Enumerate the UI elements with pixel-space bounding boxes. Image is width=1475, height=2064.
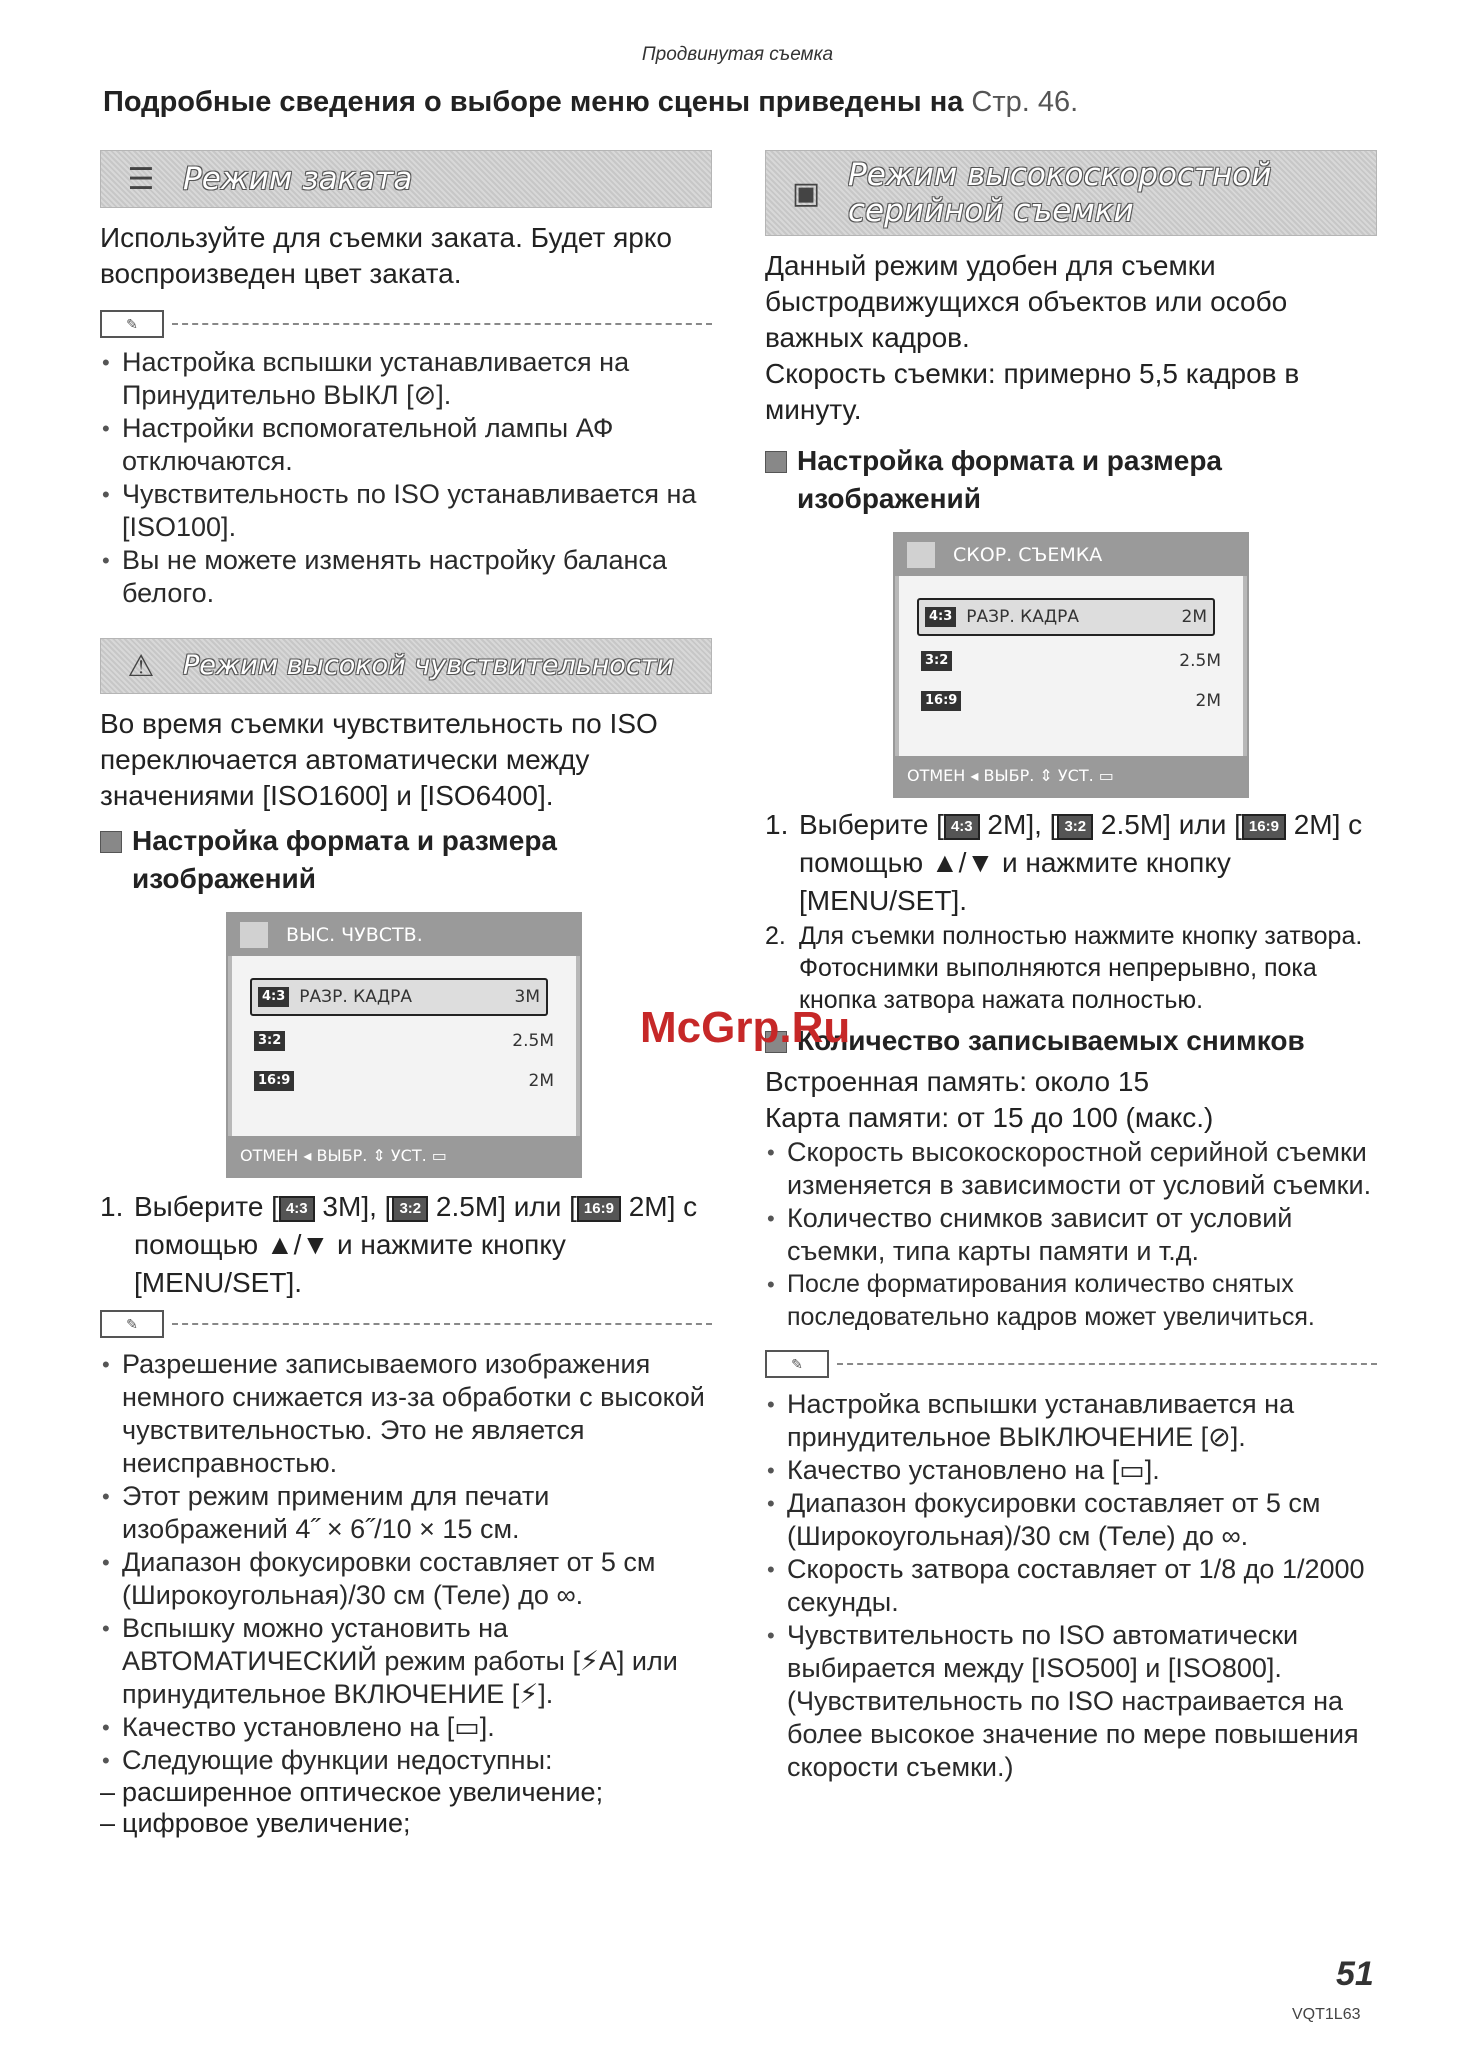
burst-icon [907, 542, 935, 568]
screen-footer: ОТМЕН ◂ ВЫБР. ⇕ УСТ. ▭ [895, 756, 1247, 796]
list-item: • Качество установлено на [▭]. [100, 1711, 712, 1744]
aspect-chip: 4:3 [944, 814, 980, 840]
notes-list [765, 1388, 1377, 1784]
step-item: 2. Для съемки полностью нажмите кнопку затвора. Фотоснимки выполняются непрерывно, пока кнопка затвора нажата полностью. [765, 922, 1363, 1014]
note-marker [765, 1348, 1377, 1380]
section-description: Во время съемки чувствительность по ISO переключается автоматически между значениями [ISO1600] и [ISO6400]. [100, 708, 658, 811]
steps-list [100, 1188, 712, 1302]
subheading: Настройка формата и размера изображений [765, 442, 1377, 518]
section-title: Режим высокоскоростной серийной съемки [848, 157, 1272, 229]
menu-row[interactable]: 16:9 2M [921, 684, 1221, 718]
list-item: • Вспышку можно установить на АВТОМАТИЧЕСКИЙ режим работы [⚡A] или принудительное ВКЛЮЧЕНИЕ [⚡]. [100, 1612, 712, 1711]
menu-row-selected[interactable]: 4:3 РАЗР. КАДРА 2M [917, 598, 1215, 636]
list-item: • Скорость высокоскоростной серийной съемки изменяется в зависимости от условий съемки. [765, 1136, 1377, 1202]
high-sensitivity-icon: ⚠ [127, 649, 155, 683]
list-item: • Скорость затвора составляет от 1/8 до 1/2000 секунды. [765, 1553, 1377, 1619]
count-line: Встроенная память: около 15 [765, 1066, 1150, 1097]
subheading: Количество записываемых снимков [765, 1022, 1377, 1060]
list-item: • Чувствительность по ISO автоматически выбирается между [ISO500] и [ISO800]. (Чувствительность по ISO настраивается на более высокое значение по мере повышения скорости съемки.) [765, 1619, 1377, 1784]
aspect-chip: 4:3 [279, 1196, 315, 1222]
page-ref-link[interactable]: Стр. 46. [971, 86, 1079, 118]
steps-list [765, 806, 1377, 1016]
notes-list [100, 1348, 712, 1777]
list-item: • Настройка вспышки устанавливается на принудительное ВЫКЛЮЧЕНИЕ [⊘]. [765, 1388, 1377, 1454]
camera-menu-screen [226, 912, 582, 1178]
step-item: 1. Выберите [ 4:3 3M], [ 3:2 2.5M] или [ 16:9 2M] с помощью ▲/▼ и нажмите кнопку [MENU/SET]. [100, 1191, 698, 1298]
list-item: • Качество установлено на [▭]. [765, 1454, 1377, 1487]
screen-title: СКОР. СЪЕМКА [895, 534, 1247, 576]
left-column [100, 150, 712, 1839]
list-item: • После форматирования количество снятых последовательно кадров может увеличиться. [765, 1268, 1377, 1334]
page-number: 51 [1336, 1955, 1374, 1993]
right-column [765, 150, 1377, 1784]
high-sensitivity-icon [240, 922, 268, 948]
section-banner-high-sensitivity [100, 638, 712, 694]
section-title: Режим заката [183, 161, 413, 197]
menu-row-selected[interactable]: 4:3 РАЗР. КАДРА 3M [250, 978, 548, 1016]
list-item: • Настройка вспышки устанавливается на Принудительно ВЫКЛ [⊘]. [100, 346, 712, 412]
unavailable-list [100, 1777, 712, 1839]
list-item: • Настройки вспомогательной лампы АФ отключаются. [100, 412, 712, 478]
list-item: • Разрешение записываемого изображения немного снижается из-за обработки с высокой чувствительностью. Это не является неисправностью. [100, 1348, 712, 1480]
count-line: Карта памяти: от 15 до 100 (макс.) [765, 1102, 1214, 1133]
step-item: 1. Выберите [ 4:3 2M], [ 3:2 2.5M] или [ 16:9 2M] с помощью ▲/▼ и нажмите кнопку [MENU/SET]. [765, 809, 1363, 916]
list-item: • Диапазон фокусировки составляет от 5 см (Широкоугольная)/30 см (Теле) до ∞. [765, 1487, 1377, 1553]
section-banner-sunset [100, 150, 712, 208]
list-item: • Количество снимков зависит от условий съемки, типа карты памяти и т.д. [765, 1202, 1377, 1268]
intro-text: Подробные сведения о выборе меню сцены приведены на Стр. 46. [103, 86, 1079, 118]
list-item: • Вы не можете изменять настройку баланса белого. [100, 544, 712, 610]
model-code: VQT1L63 [1292, 2006, 1361, 2023]
screen-footer: ОТМЕН ◂ ВЫБР. ⇕ УСТ. ▭ [228, 1136, 580, 1176]
list-item: • Этот режим применим для печати изображений 4˝ × 6˝/10 × 15 см. [100, 1480, 712, 1546]
camera-menu-screen [893, 532, 1249, 798]
menu-row[interactable]: 3:2 2.5M [921, 644, 1221, 678]
section-description: Используйте для съемки заката. Будет ярко воспроизведен цвет заката. [100, 222, 672, 289]
list-item: • Диапазон фокусировки составляет от 5 см (Широкоугольная)/30 см (Теле) до ∞. [100, 1546, 712, 1612]
running-title: Продвинутая съемка [641, 44, 834, 65]
section-description: Скорость съемки: примерно 5,5 кадров в минуту. [765, 358, 1300, 425]
notes-list [100, 346, 712, 610]
list-item: • Следующие функции недоступны: [100, 1744, 712, 1777]
note-icon: ✎ [765, 1350, 829, 1378]
sunset-icon: ☰ [127, 162, 155, 196]
burst-icon: ▣ [791, 176, 821, 210]
section-description: Данный режим удобен для съемки быстродвижущихся объектов или особо важных кадров. [765, 250, 1288, 353]
aspect-chip: 16:9 [577, 1196, 621, 1222]
menu-row[interactable]: 3:2 2.5M [254, 1024, 554, 1058]
list-item: – цифровое увеличение; [100, 1808, 712, 1839]
list-item: – расширенное оптическое увеличение; [100, 1777, 712, 1808]
note-marker [100, 1308, 712, 1340]
note-marker [100, 308, 712, 340]
subheading: Настройка формата и размера изображений [100, 822, 712, 898]
list-item: • Чувствительность по ISO устанавливается на [ISO100]. [100, 478, 712, 544]
aspect-chip: 3:2 [392, 1196, 428, 1222]
watermark: McGrp.Ru [640, 1003, 851, 1052]
note-icon: ✎ [100, 310, 164, 338]
aspect-chip: 16:9 [1242, 814, 1286, 840]
menu-row[interactable]: 16:9 2M [254, 1064, 554, 1098]
screen-title: ВЫС. ЧУВСТВ. [228, 914, 580, 956]
section-banner-burst [765, 150, 1377, 236]
notes-list [765, 1136, 1377, 1334]
aspect-chip: 3:2 [1057, 814, 1093, 840]
section-title: Режим высокой чувствительности [183, 650, 674, 681]
note-icon: ✎ [100, 1310, 164, 1338]
